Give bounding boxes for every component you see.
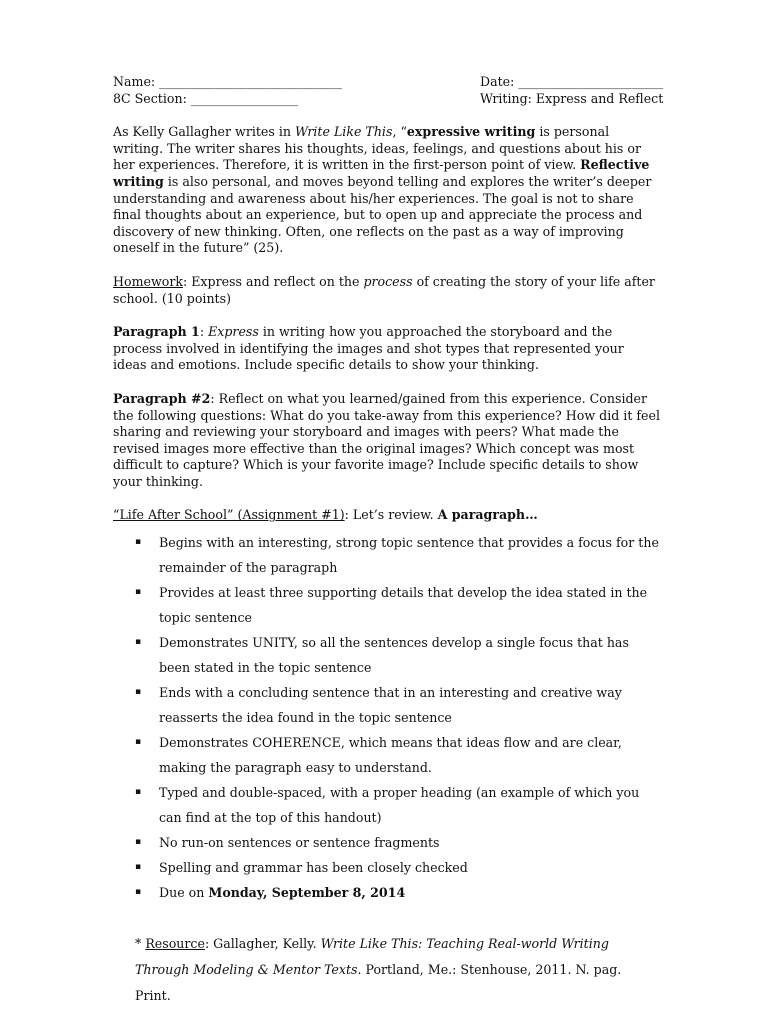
checklist-item — [135, 780, 660, 830]
checklist-item-text: Typed and double-spaced, with a proper heading (an example of which you can find at the top of this handout) — [159, 785, 640, 826]
paragraph-1-label: Paragraph 1 — [113, 324, 200, 340]
heading-right — [480, 74, 664, 107]
resource-text-1: : Gallagher, Kelly. — [204, 936, 321, 952]
homework-paragraph — [113, 274, 660, 307]
checklist-item — [135, 580, 660, 630]
paragraph-checklist — [113, 530, 660, 905]
heading-left — [113, 74, 342, 107]
square-bullet-icon: ▪ — [135, 637, 142, 648]
checklist-item — [135, 830, 660, 855]
section-line: 8C Section: _________________ — [113, 90, 298, 106]
resource-star: * — [135, 936, 146, 952]
book-title: Write Like This — [295, 124, 393, 140]
square-bullet-icon: ▪ — [135, 787, 142, 798]
resource-label: Resource — [145, 936, 205, 952]
checklist-item — [135, 680, 660, 730]
checklist-item — [135, 730, 660, 780]
resource-citation — [113, 931, 660, 1009]
checklist-item-text: No run-on sentences or sentence fragments — [159, 835, 440, 851]
review-heading — [113, 507, 660, 524]
checklist-item — [135, 630, 660, 680]
square-bullet-icon: ▪ — [135, 687, 142, 698]
checklist-item-text: Begins with an interesting, strong topic sentence that provides a focus for the remainder of the paragraph — [159, 535, 659, 576]
intro-paragraph — [113, 124, 660, 257]
homework-text-2: of creating the story of your life after school. (10 points) — [113, 273, 655, 306]
assignment-title: “Life After School” (Assignment #1) — [113, 507, 345, 523]
date-line: Date: _______________________ — [480, 74, 664, 89]
review-lead: A paragraph… — [437, 507, 538, 523]
intro-text-4: is also personal, and moves beyond telling and explores the writer’s deeper understanding and awareness about his/her experiences. The goal is not to share final thoughts about an experience, but to open up and appreciate the process and discovery of new thinking. Often, one reflects on the past as a way of improving oneself in the future” (25). — [113, 173, 652, 256]
homework-text-1: : Express and reflect on the — [182, 273, 364, 289]
paragraph-1-colon: : — [199, 324, 209, 340]
name-line: Name: _____________________________ — [113, 74, 342, 89]
paragraph-1-instructions — [113, 324, 660, 374]
square-bullet-icon: ▪ — [135, 862, 142, 873]
review-text: : Let’s review. — [344, 507, 438, 523]
square-bullet-icon: ▪ — [135, 887, 142, 898]
checklist-item — [135, 530, 660, 580]
paragraph-2-label: Paragraph #2 — [113, 390, 211, 406]
checklist-item-text: Demonstrates UNITY, so all the sentences develop a single focus that has been stated in the topic sentence — [159, 635, 629, 676]
square-bullet-icon: ▪ — [135, 837, 142, 848]
paragraph-2-text: : Reflect on what you learned/gained from this experience. Consider the following questions: What do you take-away from this experience? How did it feel sharing and reviewing your storyboard and images with peers? What made the revised images more effective than the original images? Which concept was most difficult to capture? Which is your favorite image? Include specific details to show your thinking. — [113, 390, 660, 489]
intro-text-1: As Kelly Gallagher writes in — [113, 124, 295, 140]
square-bullet-icon: ▪ — [135, 537, 142, 548]
due-date: Monday, September 8, 2014 — [208, 885, 406, 901]
checklist-item-due-date — [135, 880, 660, 905]
term-expressive-writing: expressive writing — [406, 124, 536, 140]
homework-label: Homework — [113, 273, 183, 289]
paragraph-2-instructions — [113, 391, 660, 491]
handout-title: Writing: Express and Reflect — [480, 90, 664, 106]
square-bullet-icon: ▪ — [135, 587, 142, 598]
checklist-item — [135, 855, 660, 880]
heading-block — [113, 74, 664, 107]
resource-text-2: . Portland, Me.: Stenhouse, 2011. N. pag. Print. — [135, 962, 622, 1004]
checklist-item-text: Ends with a concluding sentence that in an interesting and creative way reasserts the idea found in the topic sentence — [159, 685, 622, 726]
checklist-item-text: Spelling and grammar has been closely checked — [159, 860, 468, 876]
homework-emphasis: process — [363, 273, 413, 289]
term-reflective-writing: Reflective writing — [113, 157, 650, 189]
intro-text-2: , “ — [392, 124, 407, 140]
paragraph-1-text: in writing how you approached the storyboard and the process involved in identifying the images and shot types that represented your ideas and emotions. Include specific details to show your thinking. — [113, 324, 624, 373]
due-prefix: Due on — [159, 885, 209, 901]
paragraph-1-emphasis: Express — [208, 324, 259, 340]
intro-text-3: is personal writing. The writer shares his thoughts, ideas, feelings, and questions about his or her experiences. Therefore, it is written in the first-person point of view. — [113, 124, 641, 173]
checklist-item-text: Provides at least three supporting details that develop the idea stated in the topic sentence — [159, 585, 648, 626]
checklist-item-text: Demonstrates COHERENCE, which means that ideas flow and are clear, making the paragraph easy to understand. — [159, 735, 622, 776]
resource-book-title: Write Like This: Teaching Real-world Writing Through Modeling & Mentor Texts — [135, 936, 609, 978]
square-bullet-icon: ▪ — [135, 737, 142, 748]
